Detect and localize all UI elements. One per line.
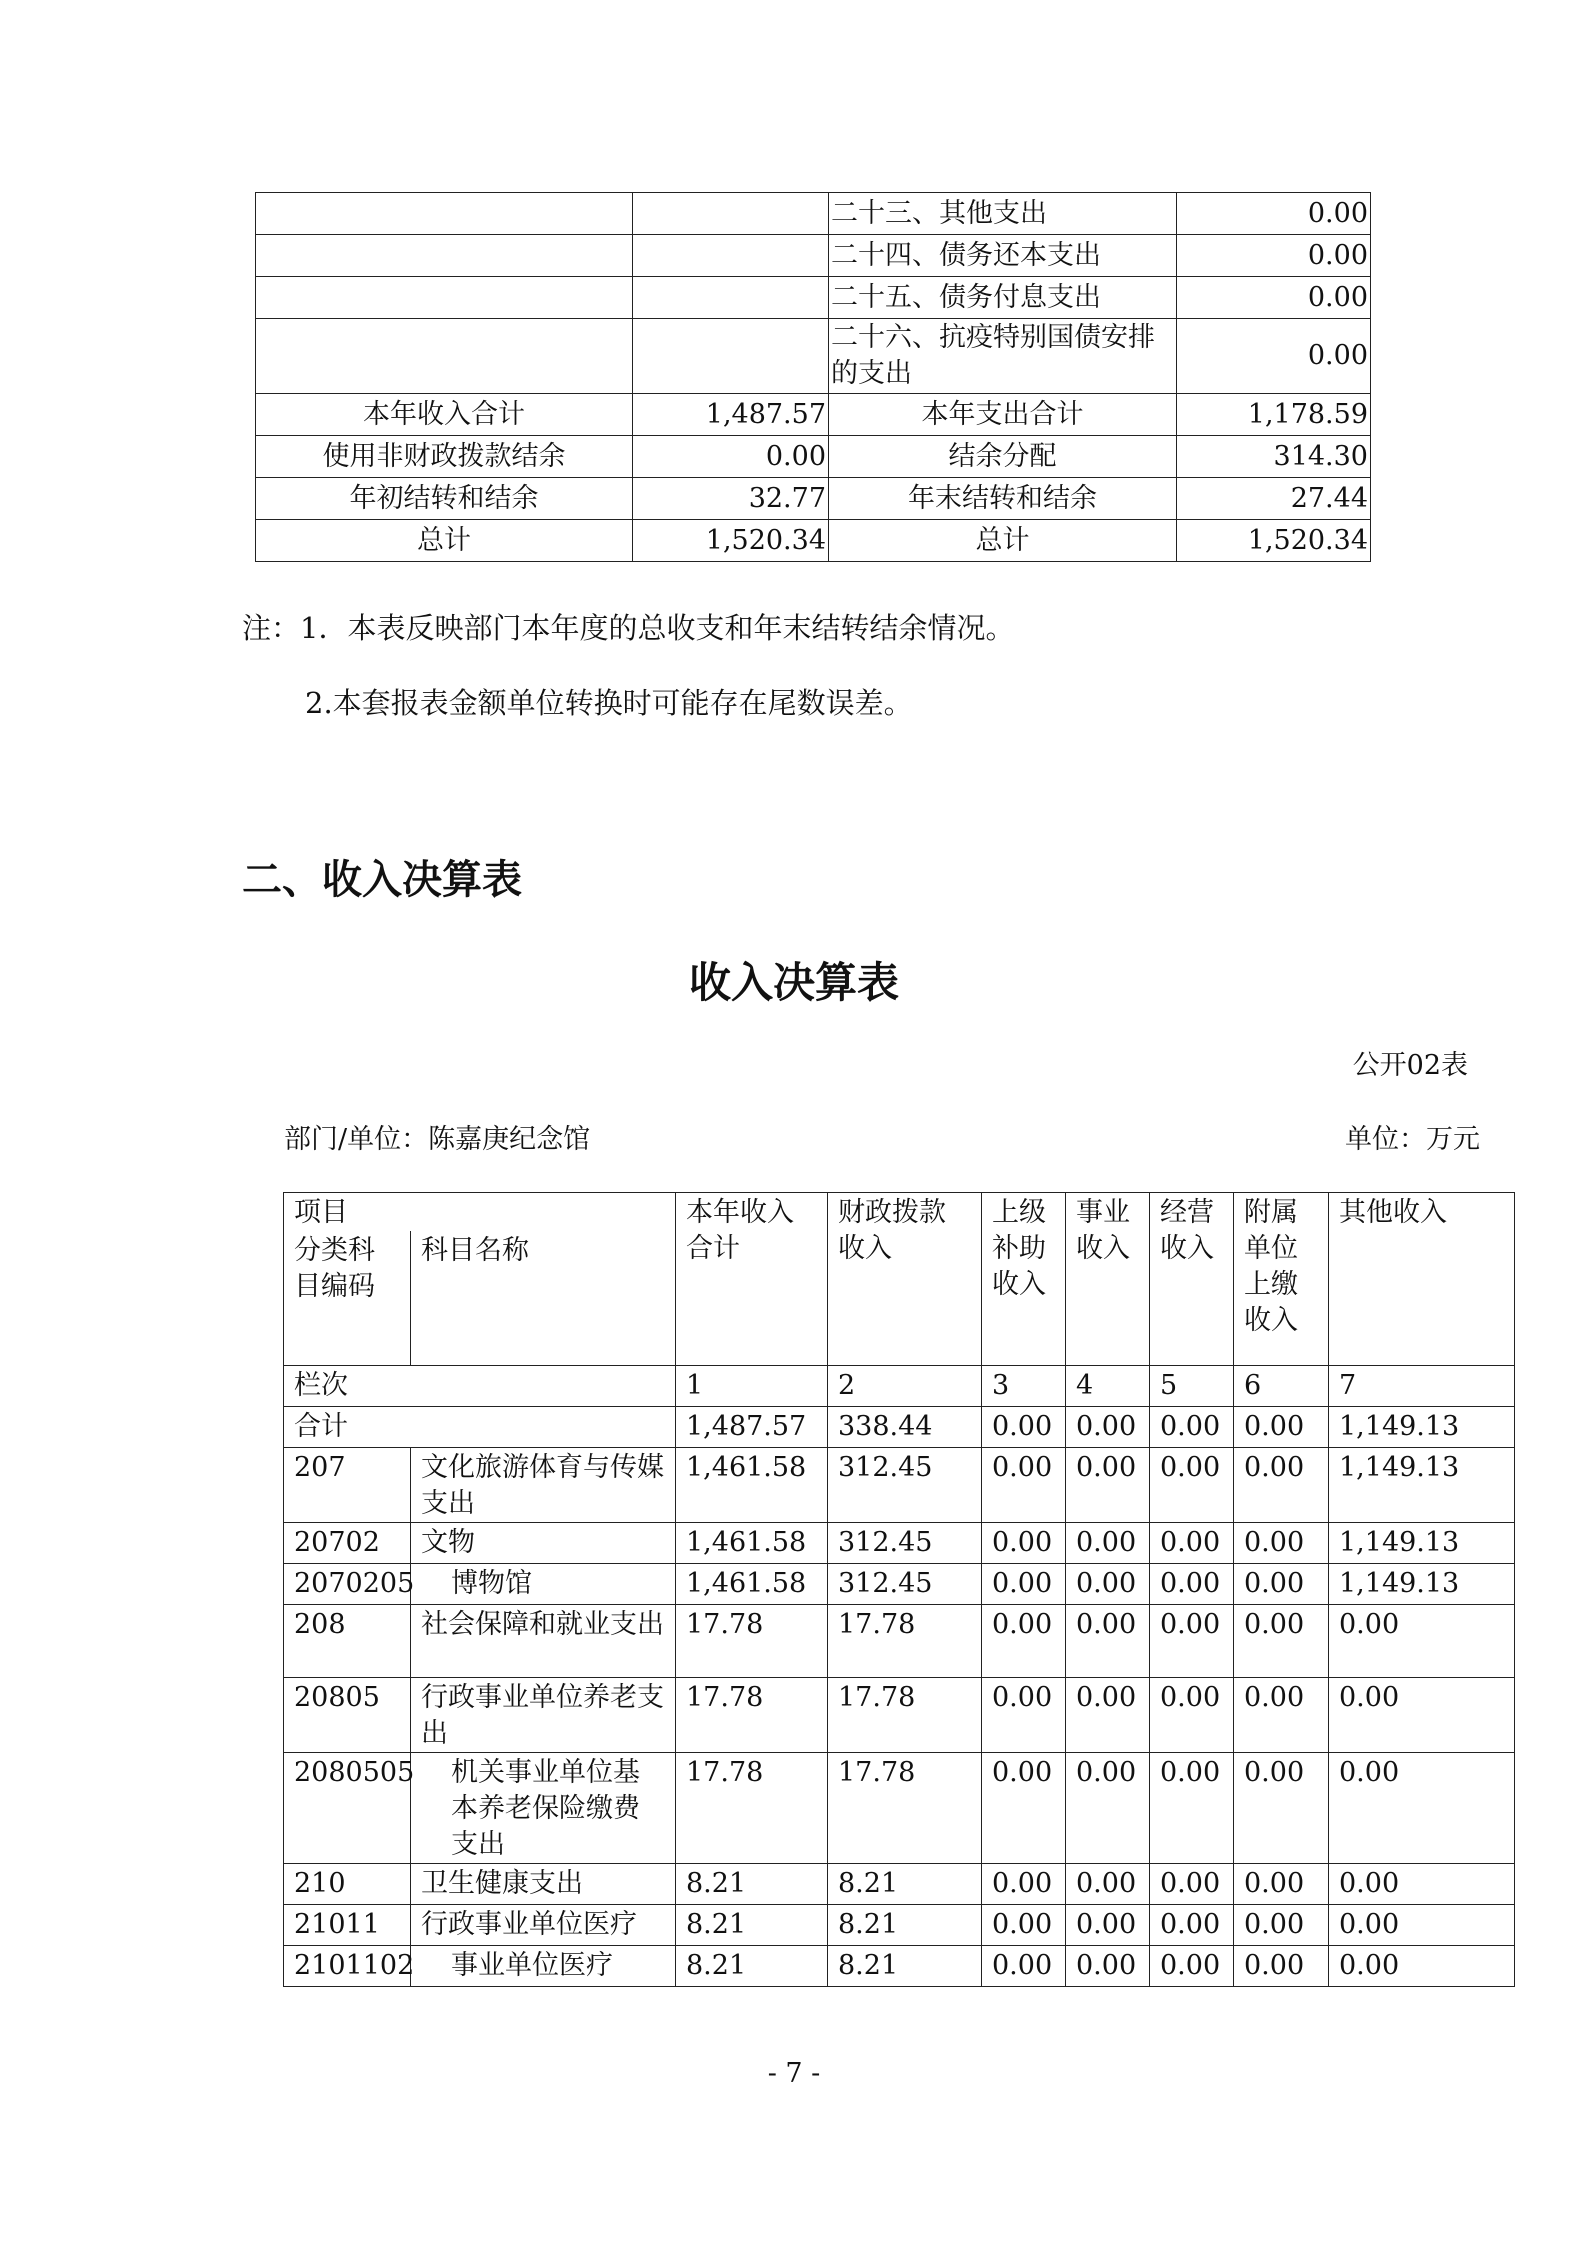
table-cell: 2101102 [284,1946,411,1987]
table-cell: 17.78 [676,1678,828,1753]
table-cell: 8.21 [676,1905,828,1946]
table-cell: 210 [284,1864,411,1905]
table-row [256,520,1371,562]
table-cell: 0.00 [1329,1753,1515,1864]
table-cell [633,193,829,235]
table-cell: 社会保障和就业支出 [411,1605,676,1678]
table-cell: 8.21 [676,1864,828,1905]
table-cell: 0.00 [1234,1864,1329,1905]
table-row [284,1523,1515,1564]
table-row [284,1448,1515,1523]
table-cell: 0.00 [1150,1864,1234,1905]
table-cell: 1 [676,1366,828,1407]
table-cell: 事业单位医疗 [411,1946,676,1987]
table-cell: 1,178.59 [1177,394,1371,436]
header-business: 事业收入 [1066,1193,1150,1366]
table-cell: 312.45 [828,1523,982,1564]
table-cell [256,193,633,235]
table-cell: 3 [982,1366,1066,1407]
unit-label: 单位：万元 [1345,1124,1480,1155]
table-cell: 7 [1329,1366,1515,1407]
table-cell: 0.00 [1329,1905,1515,1946]
table-cell: 0.00 [1329,1678,1515,1753]
table-cell: 4 [1066,1366,1150,1407]
table-cell: 20805 [284,1678,411,1753]
table-cell: 0.00 [1150,1523,1234,1564]
table-cell: 1,149.13 [1329,1564,1515,1605]
table-cell: 8.21 [828,1905,982,1946]
table-cell: 0.00 [982,1564,1066,1605]
note-line-1: 注：1．本表反映部门本年度的总收支和年末结转结余情况。 [242,611,1015,645]
table-cell: 0.00 [1234,1523,1329,1564]
table-cell: 0.00 [1066,1407,1150,1448]
table-cell: 208 [284,1605,411,1678]
table-row [256,319,1371,394]
table-cell: 1,149.13 [1329,1523,1515,1564]
table-cell: 0.00 [1150,1678,1234,1753]
table-cell: 0.00 [1066,1905,1150,1946]
table-row [256,235,1371,277]
table-cell: 1,149.13 [1329,1448,1515,1523]
table-cell: 0.00 [1329,1605,1515,1678]
table-cell: 0.00 [1066,1864,1150,1905]
table-cell: 0.00 [1066,1946,1150,1987]
table-cell: 0.00 [1150,1407,1234,1448]
table-cell: 1,520.34 [633,520,829,562]
table-row [284,1564,1515,1605]
table-cell: 0.00 [1234,1753,1329,1864]
table-cell: 0.00 [1329,1864,1515,1905]
table-cell: 0.00 [982,1407,1066,1448]
table-cell: 0.00 [1150,1564,1234,1605]
note-line-2: 2.本套报表金额单位转换时可能存在尾数误差。 [305,686,913,720]
table-row [284,1366,1515,1407]
table-cell: 0.00 [982,1523,1066,1564]
table-cell: 314.30 [1177,436,1371,478]
table-cell: 二十三、其他支出 [829,193,1177,235]
header-code: 分类科目编码 [284,1231,411,1366]
table-row [284,1678,1515,1753]
table-row [256,394,1371,436]
table-cell: 0.00 [1234,1448,1329,1523]
header-operating: 经营收入 [1150,1193,1234,1366]
header-other: 其他收入 [1329,1193,1515,1366]
table-cell: 8.21 [676,1946,828,1987]
table-cell: 本年收入合计 [256,394,633,436]
table-row [256,277,1371,319]
table-cell: 0.00 [982,1905,1066,1946]
table-cell: 312.45 [828,1564,982,1605]
table-cell [256,319,633,394]
table-row [284,1753,1515,1864]
table-cell: 1,149.13 [1329,1407,1515,1448]
table-cell: 0.00 [1066,1678,1150,1753]
table-cell: 0.00 [1329,1946,1515,1987]
table-row [256,436,1371,478]
table-cell: 博物馆 [411,1564,676,1605]
table-cell: 0.00 [1150,1448,1234,1523]
table-cell: 1,487.57 [633,394,829,436]
table-row [284,1864,1515,1905]
table-cell: 17.78 [676,1753,828,1864]
table-cell: 年初结转和结余 [256,478,633,520]
table-cell: 207 [284,1448,411,1523]
table-row [284,1905,1515,1946]
table-cell: 本年支出合计 [829,394,1177,436]
table-cell: 27.44 [1177,478,1371,520]
table-cell: 1,461.58 [676,1448,828,1523]
table-cell: 年末结转和结余 [829,478,1177,520]
table-cell: 总计 [829,520,1177,562]
income-table [283,1192,1515,1987]
table-cell [633,235,829,277]
table-cell: 行政事业单位养老支出 [411,1678,676,1753]
header-affiliated: 附属单位上缴收入 [1234,1193,1329,1366]
table-cell: 使用非财政拨款结余 [256,436,633,478]
table-cell: 338.44 [828,1407,982,1448]
table-cell: 0.00 [1150,1605,1234,1678]
table-cell: 文物 [411,1523,676,1564]
table-cell: 二十四、债务还本支出 [829,235,1177,277]
table-cell [633,277,829,319]
table-cell: 0.00 [1234,1407,1329,1448]
table-cell: 0.00 [1066,1605,1150,1678]
table-cell: 0.00 [1177,277,1371,319]
table-cell: 机关事业单位基本养老保险缴费支出 [411,1753,676,1864]
page-number: - 7 - [767,2058,821,2089]
table-cell: 1,461.58 [676,1523,828,1564]
table-cell: 8.21 [828,1946,982,1987]
table-cell: 312.45 [828,1448,982,1523]
header-fiscal: 财政拨款收入 [828,1193,982,1366]
table-cell: 0.00 [1234,1946,1329,1987]
table-cell: 0.00 [982,1864,1066,1905]
table-cell: 0.00 [1234,1905,1329,1946]
table-cell: 0.00 [1234,1605,1329,1678]
table-cell: 17.78 [828,1678,982,1753]
table-cell: 5 [1150,1366,1234,1407]
table-cell: 1,461.58 [676,1564,828,1605]
header-row [284,1193,1515,1232]
table-cell [256,277,633,319]
table-cell: 二十六、抗疫特别国债安排的支出 [829,319,1177,394]
table-code: 公开02表 [1352,1050,1468,1081]
table-cell: 0.00 [1150,1753,1234,1864]
table-cell: 2 [828,1366,982,1407]
table-cell: 6 [1234,1366,1329,1407]
table-cell: 行政事业单位医疗 [411,1905,676,1946]
table-row [284,1946,1515,1987]
table-cell [633,319,829,394]
section-heading: 二、收入决算表 [242,857,522,903]
table-cell: 21011 [284,1905,411,1946]
table-cell: 合计 [284,1407,676,1448]
table-cell: 2080505 [284,1753,411,1864]
department-label: 部门/单位：陈嘉庚纪念馆 [284,1124,591,1155]
table-row [284,1605,1515,1678]
table-cell: 0.00 [1234,1564,1329,1605]
table-cell: 结余分配 [829,436,1177,478]
table-cell: 20702 [284,1523,411,1564]
table-cell: 0.00 [1066,1523,1150,1564]
table-cell: 0.00 [982,1605,1066,1678]
table-cell: 17.78 [676,1605,828,1678]
table-cell: 0.00 [1150,1905,1234,1946]
header-item: 项目 [284,1193,676,1232]
table-cell: 17.78 [828,1605,982,1678]
table-cell: 32.77 [633,478,829,520]
table-cell: 8.21 [828,1864,982,1905]
table-cell: 0.00 [1177,235,1371,277]
table-cell: 0.00 [1150,1946,1234,1987]
header-superior: 上级补助收入 [982,1193,1066,1366]
table-cell: 0.00 [1177,193,1371,235]
table-cell: 0.00 [1066,1753,1150,1864]
table-cell: 0.00 [1066,1448,1150,1523]
table-cell: 1,520.34 [1177,520,1371,562]
table-cell: 二十五、债务付息支出 [829,277,1177,319]
table-cell: 0.00 [1066,1564,1150,1605]
table-cell: 17.78 [828,1753,982,1864]
table-cell: 文化旅游体育与传媒支出 [411,1448,676,1523]
table-cell: 总计 [256,520,633,562]
table-cell: 2070205 [284,1564,411,1605]
table-row [256,478,1371,520]
table-cell: 0.00 [1234,1678,1329,1753]
table-cell: 0.00 [982,1946,1066,1987]
table-title: 收入决算表 [688,958,899,1007]
table-cell: 0.00 [982,1753,1066,1864]
table-row [284,1407,1515,1448]
table-row [256,193,1371,235]
table-cell: 0.00 [1177,319,1371,394]
header-total: 本年收入合计 [676,1193,828,1366]
table-cell: 卫生健康支出 [411,1864,676,1905]
table-cell: 0.00 [633,436,829,478]
table-cell: 1,487.57 [676,1407,828,1448]
table-cell: 0.00 [982,1448,1066,1523]
table-cell: 栏次 [284,1366,676,1407]
table-cell [256,235,633,277]
balance-table [255,192,1371,562]
header-name: 科目名称 [411,1231,676,1366]
table-cell: 0.00 [982,1678,1066,1753]
